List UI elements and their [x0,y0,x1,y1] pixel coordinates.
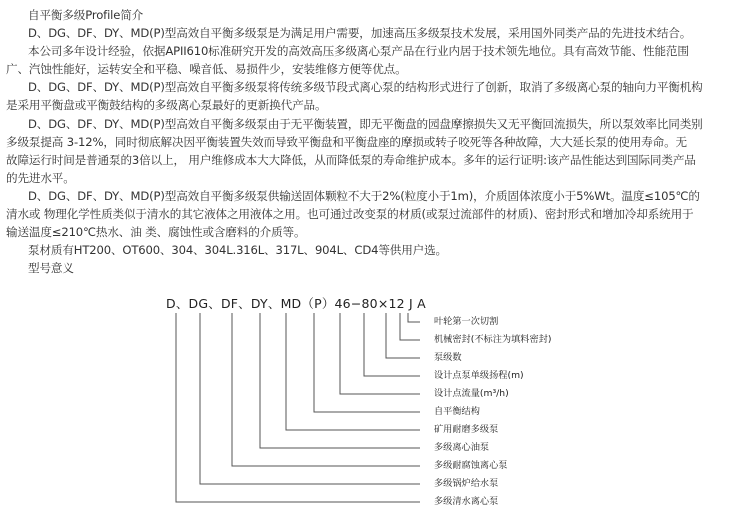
leader-line [200,313,420,484]
paragraph-line: 输送温度≤210℃热水、油 类、腐蚀性或含磨料的介质等。 [6,225,306,239]
legend-item: 矿用耐磨多级泵 [434,424,499,435]
paragraph-line: 广、汽蚀性能好，运转安全和平稳、噪音低、易损件少，安装维修方便等优点。 [6,62,407,76]
paragraph-line: D、DG、DF、DY、MD(P)型高效自平衡多级泵将传统多级节段式离心泵的结构形式进行了创新，取消了多级离心泵的轴向力平衡机构 [28,80,703,94]
code-part: （ [301,296,315,311]
code-part: 、 [267,296,281,311]
legend-item: 多级锅炉给水泵 [434,478,499,489]
legend-item: 自平衡结构 [434,406,480,417]
code-part: 80 [361,296,378,311]
code-part: DG [188,296,209,311]
paragraph-line: 是采用平衡盘或平衡鼓结构的多级离心泵最好的更新换代产品。 [6,98,327,112]
code-part: 12 [388,296,405,311]
paragraph-line: 的先进水平。 [6,171,75,185]
code-part: 、 [175,296,189,311]
paragraph-line: 清水或 物理化学性质类似于清水的其它液体之用液体之用。也可通过改变泵的材质(或泵过流部件的材质)、密封形式和增加冷却系统用于 [6,207,694,221]
code-part: DY [250,296,268,311]
code-part: × [377,296,389,311]
paragraph-line: 本公司多年设计经验，依据APII610标准研究开发的高效高压多级离心泵产品在行业内居于技术领先地位。具有高效节能、性能范围 [28,44,689,58]
code-part: J [409,296,413,311]
code-part: − [350,296,362,311]
code-part: D [166,296,176,311]
paragraph-line: D、DG、DF、DY、MD(P)型高效自平衡多级泵是为满足用户需要，加速高压多级泵技术发展，采用国外同类产品的先进技术结合。 [28,26,692,40]
code-part: 、 [238,296,251,311]
legend-item: 泵级数 [434,352,462,363]
legend-item: 设计点流量(m³/h) [434,388,509,399]
leader-line [386,313,420,358]
legend-item: 叶轮第一次切割 [434,316,499,327]
doc-title: 自平衡多级Profile简介 [28,8,144,22]
code-part: 、 [208,296,221,311]
legend-item: 机械密封(不标注为填料密封) [434,334,552,345]
paragraph-line: 多级泵提高 3-12%，同时彻底解决因平衡装置失效而导致平衡盘和平衡盘座的摩损或转子咬死等各种故障，大大延长泵的使用寿命。无 [6,135,687,149]
code-part: MD [280,296,302,311]
leader-line [400,313,420,340]
code-part: P [314,296,322,311]
code-part: DF [220,296,239,311]
leader-line [340,313,420,394]
leader-line [314,313,420,412]
code-part: ） [321,296,335,311]
paragraph-line: D、DG、DF、DY、MD(P)型高效自平衡多级泵供输送固体颗粒不大于2%(粒度小于1m)，介质固体浓度小于5%Wt。温度≤105℃的 [28,189,700,203]
legend-item: 设计点泵单级扬程(m) [434,370,524,381]
leader-line [408,313,420,322]
paragraph-line: 泵材质有HT200、OT600、304、304L.316L、317L、904L、CD4等供用户选。 [28,243,447,257]
paragraph-line: D、DG、DF、DY、MD(P)型高效自平衡多级泵由于无平衡装置，即无平衡盘的园盘摩擦损失又无平衡回流损失，所以泵效率比同类别 [28,117,703,131]
code-part: 46 [334,296,351,311]
subheading: 型号意义 [28,261,74,275]
legend-item: 多级清水离心泵 [434,496,499,507]
legend-item: 多级离心油泵 [434,442,490,453]
code-part: A [417,296,426,311]
legend-item: 多级耐腐蚀离心泵 [434,460,508,471]
leader-line [176,313,420,502]
paragraph-line: 故障运行时间是普通泵的3倍以上， 用户维修成本大大降低，从而降低泵的寿命维护成本。多年的运行证明:该产品性能达到国际同类产品 [6,153,696,167]
